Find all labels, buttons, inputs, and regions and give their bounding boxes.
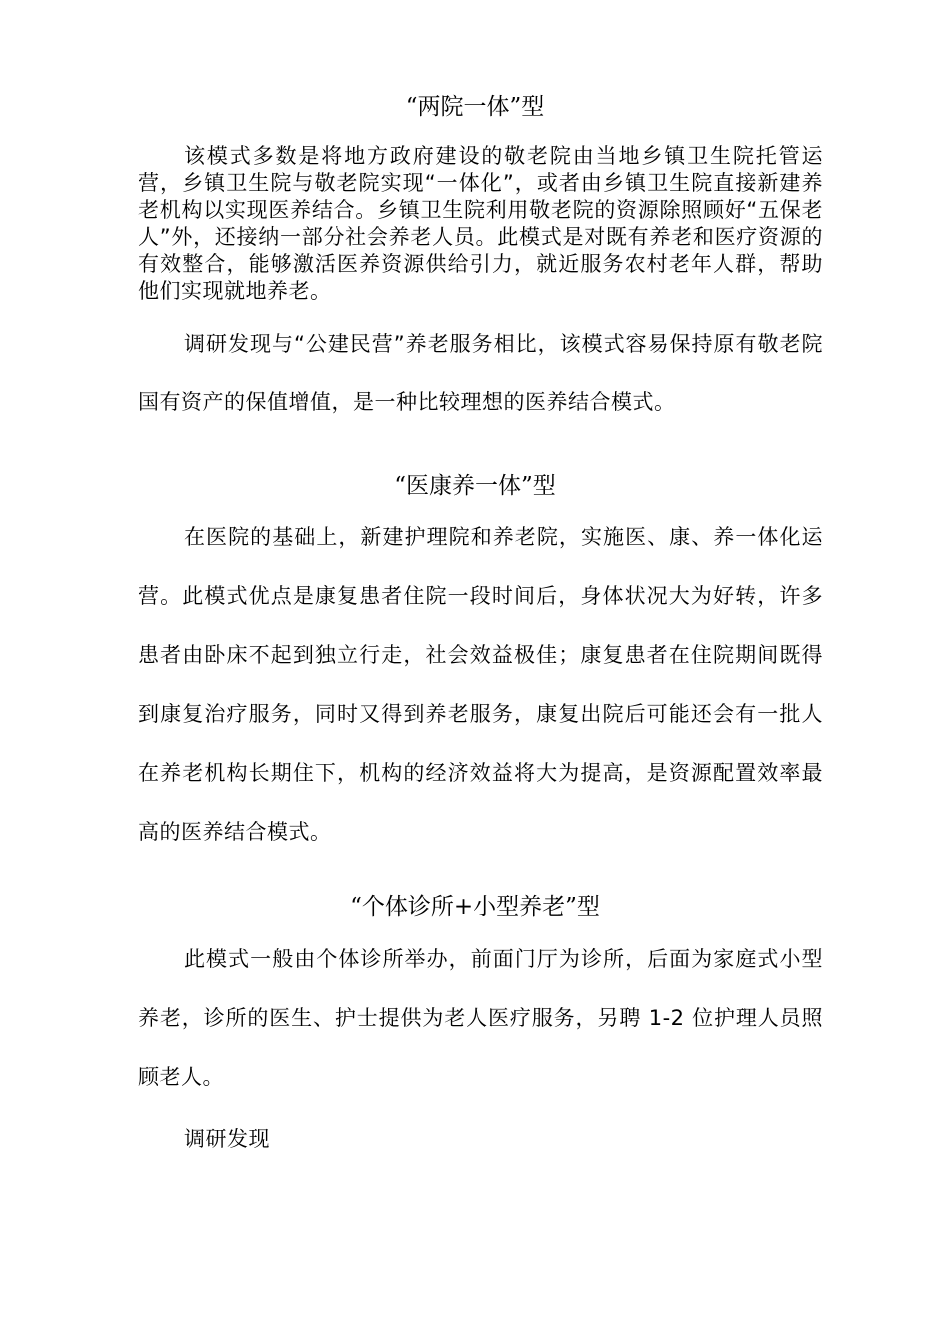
section-heading-two-institutions: “两院一体”型 (405, 94, 545, 120)
paragraph-clinic-small-care-description: 此模式一般由个体诊所举办，前面门厅为诊所，后面为家庭式小型养老，诊所的医生、护士提供为老人医疗服务，另聘 1-2 位护理人员照顾老人。 (138, 947, 823, 1089)
paragraph-clinic-small-care-findings: 调研发现 (184, 1127, 270, 1151)
section-heading-clinic-small-care: “个体诊所+小型养老”型 (350, 894, 600, 920)
section-heading-medical-rehab-care: “医康养一体”型 (394, 473, 556, 499)
paragraph-medical-rehab-care-description: 在医院的基础上，新建护理院和养老院，实施医、康、养一体化运营。此模式优点是康复患者住院一段时间后，身体状况大为好转，许多患者由卧床不起到独立行走，社会效益极佳；康复患者在住院期间既得到康复治疗服务，同时又得到养老服务，康复出院后可能还会有一批人在养老机构长期住下，机构的经济效益将大为提高，是资源配置效率最高的医养结合模式。 (138, 525, 823, 844)
paragraph-two-institutions-findings: 调研发现与“公建民营”养老服务相比，该模式容易保持原有敬老院国有资产的保值增值，是一种比较理想的医养结合模式。 (138, 332, 823, 414)
paragraph-two-institutions-description: 该模式多数是将地方政府建设的敬老院由当地乡镇卫生院托管运营，乡镇卫生院与敬老院实现“一体化”，或者由乡镇卫生院直接新建养老机构以实现医养结合。乡镇卫生院利用敬老院的资源除照顾好“五保老人”外，还接纳一部分社会养老人员。此模式是对既有养老和医疗资源的有效整合，能够激活医养资源供给引力，就近服务农村老年人群，帮助他们实现就地养老。 (138, 144, 823, 303)
